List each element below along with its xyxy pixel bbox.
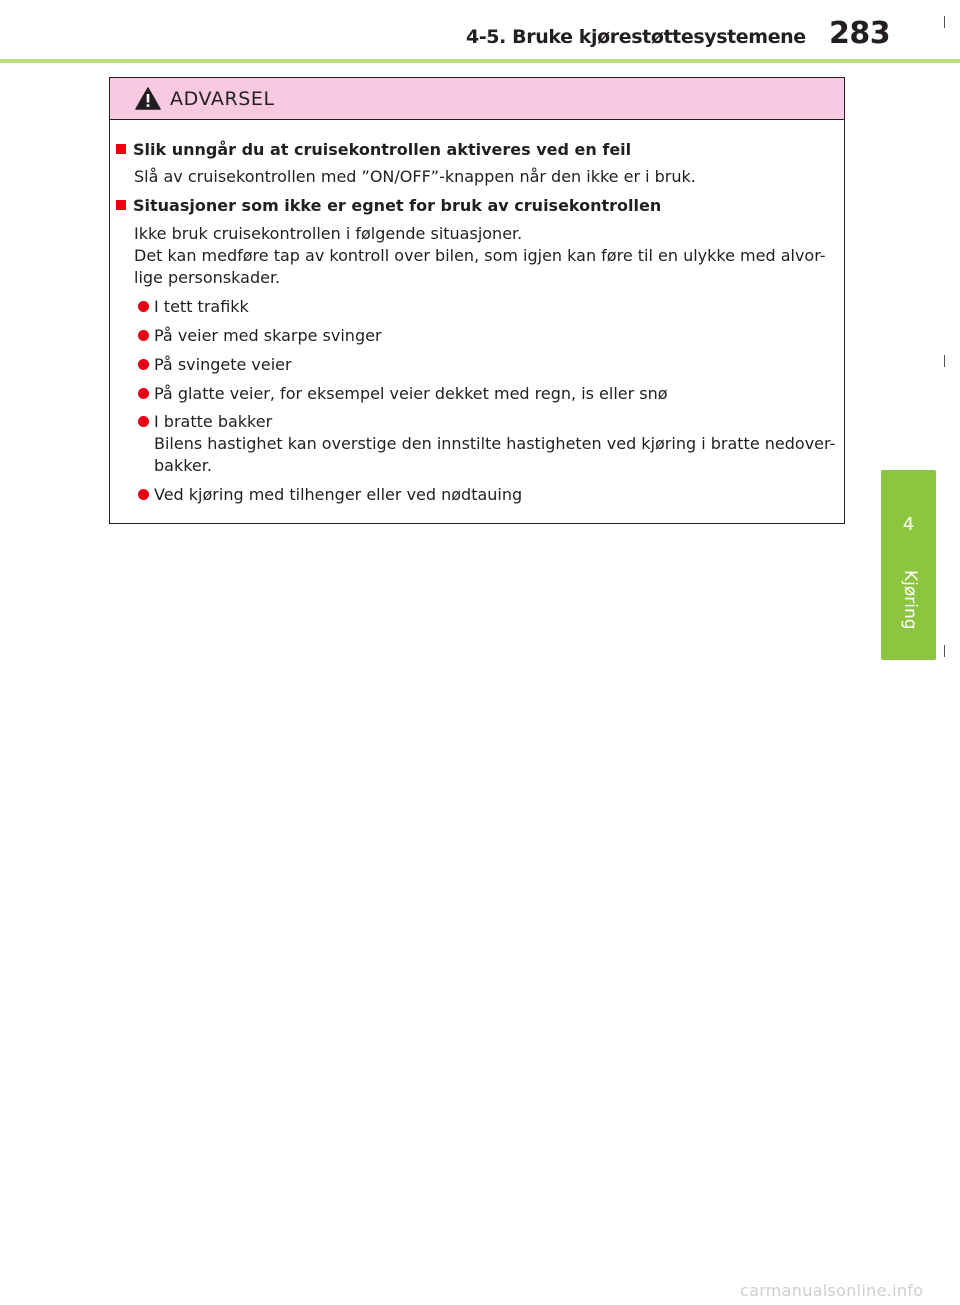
list-item-text: På veier med skarpe svinger <box>154 326 382 345</box>
chapter-number: 4 <box>902 514 915 535</box>
chapter-label: Kjøring <box>900 570 920 630</box>
trim-mark <box>944 16 945 28</box>
list-item-text: I bratte bakker <box>154 412 273 431</box>
trim-mark <box>944 645 945 657</box>
warning-item-heading <box>116 195 661 217</box>
warning-item-text: lige personskader. <box>134 268 281 287</box>
list-item-text: På svingete veier <box>154 355 292 374</box>
square-bullet-icon <box>116 200 126 210</box>
list-item-subtext: bakker. <box>154 456 212 475</box>
section-title: 4-5. Bruke kjørestøttesystemene <box>466 26 806 48</box>
round-bullet-icon <box>138 330 149 341</box>
trim-mark <box>944 355 945 367</box>
list-item <box>138 484 838 506</box>
round-bullet-icon <box>138 359 149 370</box>
list-item-text: I tett trafikk <box>154 297 249 316</box>
round-bullet-icon <box>138 301 149 312</box>
warning-item-text: Ikke bruk cruisekontrollen i følgende situasjoner. <box>134 224 523 243</box>
page-number: 283 <box>829 16 891 51</box>
header-divider <box>0 59 960 63</box>
warning-item-heading <box>116 139 631 161</box>
list-item <box>138 296 838 318</box>
chapter-tab <box>881 470 936 660</box>
list-item <box>138 411 838 477</box>
list-item <box>138 325 838 347</box>
warning-title: ADVARSEL <box>170 88 275 110</box>
square-bullet-icon <box>116 144 126 154</box>
list-item <box>138 383 838 405</box>
watermark: carmanualsonline.info <box>740 1281 924 1300</box>
warning-header <box>110 78 844 120</box>
list-item <box>138 354 838 376</box>
warning-item-heading-text: Situasjoner som ikke er egnet for bruk av cruisekontrollen <box>133 196 662 215</box>
round-bullet-icon <box>138 489 149 500</box>
list-item-text: På glatte veier, for eksempel veier dekket med regn, is eller snø <box>154 384 668 403</box>
chapter-label-container <box>896 570 922 650</box>
round-bullet-icon <box>138 388 149 399</box>
warning-item-heading-text: Slik unngår du at cruisekontrollen aktiveres ved en feil <box>133 140 632 159</box>
warning-triangle-icon <box>135 87 161 110</box>
warning-box <box>109 77 845 524</box>
list-item-text: Ved kjøring med tilhenger eller ved nødtauing <box>154 485 523 504</box>
warning-item-text: Det kan medføre tap av kontroll over bilen, som igjen kan føre til en ulykke med alvor- <box>134 246 826 265</box>
list-item-subtext: Bilens hastighet kan overstige den innstilte hastigheten ved kjøring i bratte nedover- <box>154 434 836 453</box>
warning-item-text: Slå av cruisekontrollen med ”ON/OFF”-knappen når den ikke er i bruk. <box>134 167 696 186</box>
round-bullet-icon <box>138 416 149 427</box>
